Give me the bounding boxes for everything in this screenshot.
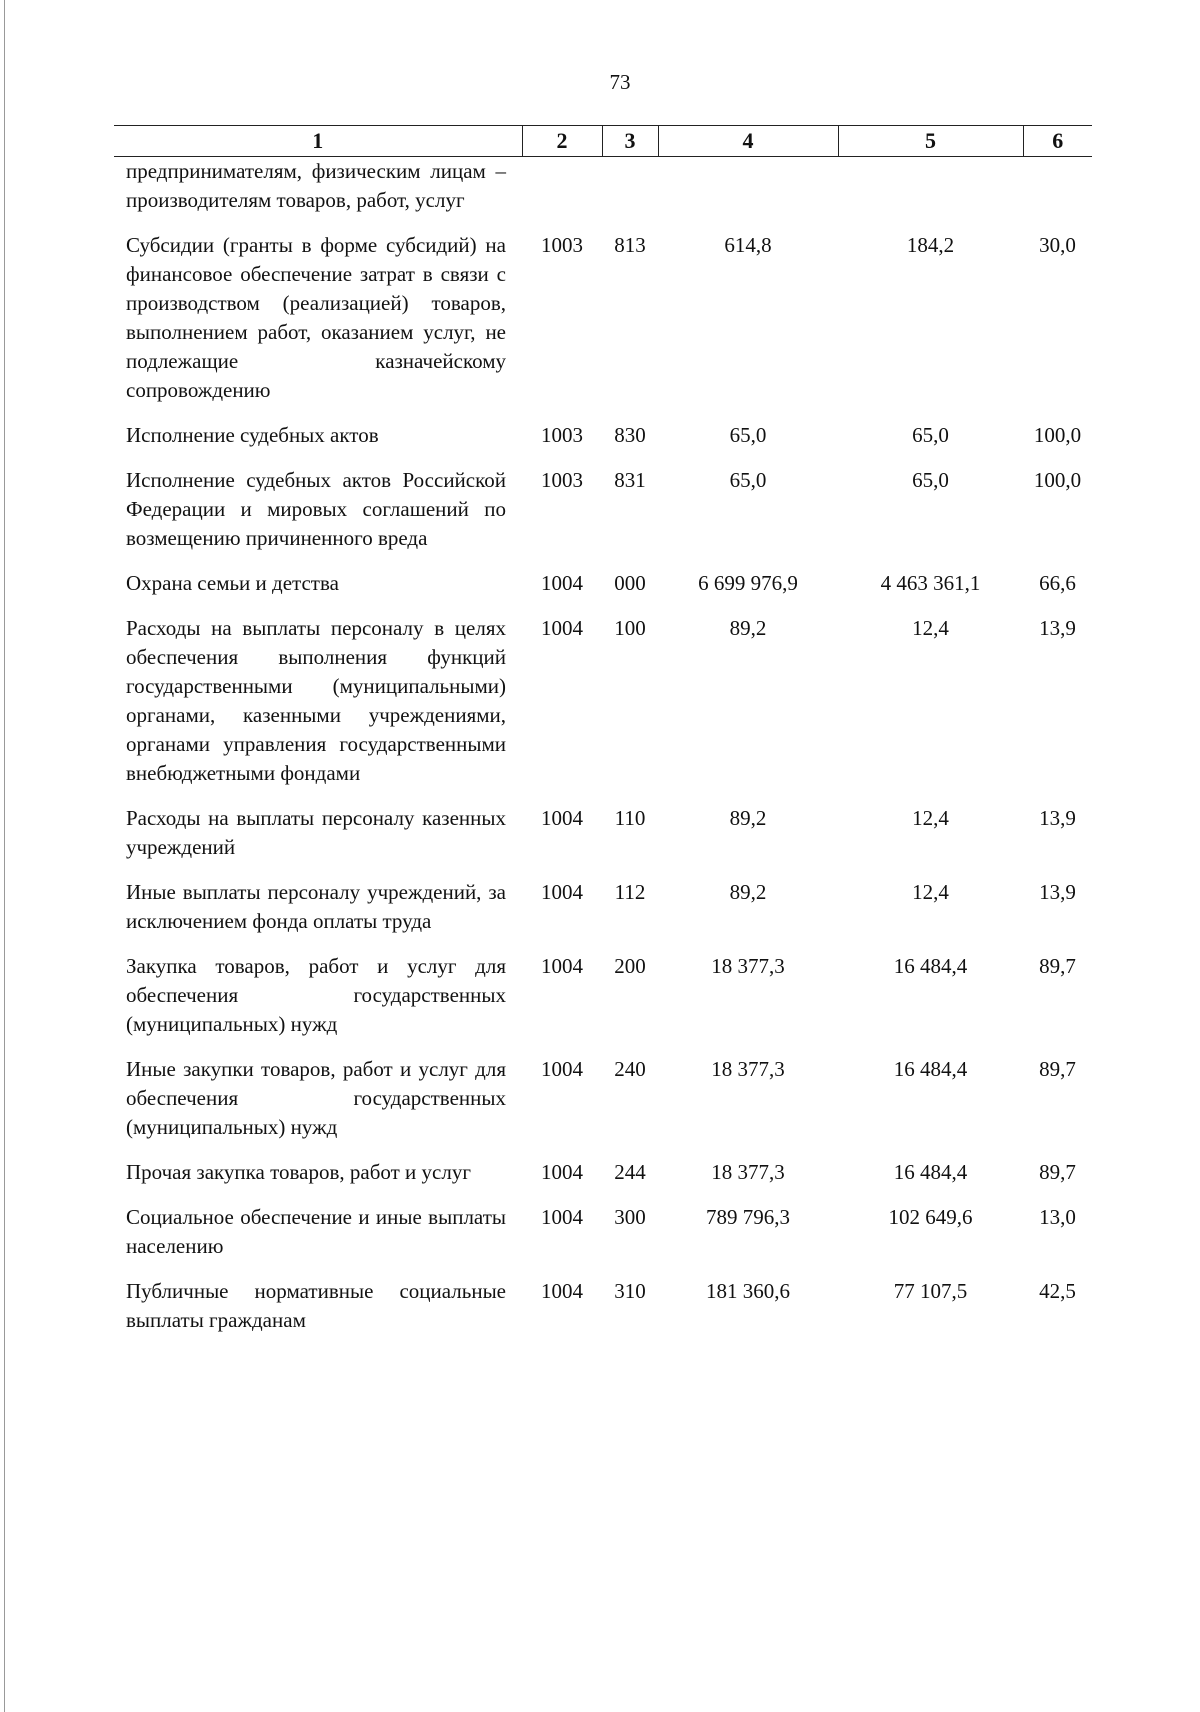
row-value-col-5: 16 484,4 bbox=[893, 1057, 968, 1081]
row-value-col-2: 1004 bbox=[541, 616, 583, 640]
row-spacer-cell bbox=[114, 936, 1092, 952]
row-spacer bbox=[114, 215, 1092, 231]
row-value-col-5: 12,4 bbox=[912, 880, 949, 904]
row-value-col-6: 66,6 bbox=[1039, 571, 1076, 595]
column-header-5: 5 bbox=[838, 126, 1023, 157]
row-value-col-6 bbox=[1023, 157, 1092, 216]
row-value-col-3: 244 bbox=[614, 1160, 646, 1184]
table-header-row bbox=[114, 126, 1092, 157]
row-value-col-6: 13,0 bbox=[1039, 1205, 1076, 1229]
column-header-3: 3 bbox=[602, 126, 658, 157]
row-spacer bbox=[114, 936, 1092, 952]
row-value-col-4: 614,8 bbox=[724, 233, 772, 257]
table-row bbox=[114, 569, 1092, 598]
row-value-col-5: 65,0 bbox=[912, 423, 949, 447]
row-value-col-3 bbox=[602, 157, 658, 216]
table-row bbox=[114, 878, 1092, 936]
table-row bbox=[114, 157, 1092, 216]
row-spacer bbox=[114, 405, 1092, 421]
row-value-col-4: 789 796,3 bbox=[706, 1205, 790, 1229]
row-value-col-2: 1004 bbox=[541, 1279, 583, 1303]
row-description: Иные закупки товаров, работ и услуг для обеспечения государственных (муниципальных) нужд bbox=[126, 1057, 506, 1139]
row-spacer-cell bbox=[114, 598, 1092, 614]
row-value-col-5: 77 107,5 bbox=[893, 1279, 968, 1303]
row-value-col-5: 65,0 bbox=[912, 468, 949, 492]
row-value-col-6: 30,0 bbox=[1039, 233, 1076, 257]
table-body bbox=[114, 157, 1092, 1336]
row-value-col-3: 310 bbox=[614, 1279, 646, 1303]
row-value-col-4: 18 377,3 bbox=[711, 1057, 785, 1081]
row-spacer-cell bbox=[114, 450, 1092, 466]
row-value-col-2: 1004 bbox=[541, 806, 583, 830]
row-description: Социальное обеспечение и иные выплаты населению bbox=[126, 1205, 506, 1258]
row-description: Охрана семьи и детства bbox=[126, 571, 339, 595]
table-row bbox=[114, 1203, 1092, 1261]
row-value-col-3: 813 bbox=[614, 233, 646, 257]
row-spacer bbox=[114, 450, 1092, 466]
row-value-col-2: 1004 bbox=[541, 880, 583, 904]
row-value-col-5: 184,2 bbox=[906, 233, 955, 257]
table-row bbox=[114, 804, 1092, 862]
row-value-col-3: 240 bbox=[614, 1057, 646, 1081]
row-spacer-cell bbox=[114, 862, 1092, 878]
row-spacer bbox=[114, 1142, 1092, 1158]
row-value-col-2: 1003 bbox=[541, 468, 583, 492]
row-value-col-2: 1004 bbox=[541, 1057, 583, 1081]
row-spacer bbox=[114, 788, 1092, 804]
table-row bbox=[114, 1055, 1092, 1142]
row-value-col-2: 1004 bbox=[541, 954, 583, 978]
row-value-col-3: 831 bbox=[614, 468, 646, 492]
row-value-col-6: 89,7 bbox=[1039, 954, 1076, 978]
table-row bbox=[114, 231, 1092, 405]
row-value-col-6: 13,9 bbox=[1039, 880, 1076, 904]
table-row bbox=[114, 1277, 1092, 1335]
row-value-col-3: 100 bbox=[614, 616, 646, 640]
row-value-col-2 bbox=[522, 157, 602, 216]
row-value-col-3: 830 bbox=[614, 423, 646, 447]
row-spacer-cell bbox=[114, 1039, 1092, 1055]
row-description: Публичные нормативные социальные выплаты гражданам bbox=[126, 1279, 506, 1332]
row-description: Иные выплаты персоналу учреждений, за исключением фонда оплаты труда bbox=[126, 880, 506, 933]
column-header-2: 2 bbox=[522, 126, 602, 157]
budget-table bbox=[114, 125, 1092, 1335]
row-value-col-4: 89,2 bbox=[729, 880, 767, 904]
row-value-col-6: 42,5 bbox=[1039, 1279, 1076, 1303]
row-description: Расходы на выплаты персоналу в целях обеспечения выполнения функций государственными (муниципальными) органами, казенными учреждениями, органами управления государственными внебюджетными фондами bbox=[126, 616, 506, 785]
row-value-col-3: 200 bbox=[614, 954, 646, 978]
row-spacer bbox=[114, 1039, 1092, 1055]
row-value-col-2: 1004 bbox=[541, 1160, 583, 1184]
row-description: Исполнение судебных актов Российской Федерации и мировых соглашений по возмещению причиненного вреда bbox=[126, 468, 506, 550]
table-row bbox=[114, 952, 1092, 1039]
row-value-col-4 bbox=[658, 157, 838, 216]
row-spacer-cell bbox=[114, 1261, 1092, 1277]
row-value-col-4: 181 360,6 bbox=[706, 1279, 790, 1303]
column-header-1: 1 bbox=[114, 126, 522, 157]
row-value-col-2: 1004 bbox=[541, 1205, 583, 1229]
row-value-col-4: 18 377,3 bbox=[711, 954, 785, 978]
page-number: 73 bbox=[609, 70, 631, 94]
row-value-col-4: 89,2 bbox=[729, 616, 767, 640]
row-value-col-5: 12,4 bbox=[912, 806, 949, 830]
row-value-col-5: 16 484,4 bbox=[893, 954, 968, 978]
row-value-col-5: 102 649,6 bbox=[888, 1205, 973, 1229]
row-value-col-6: 100,0 bbox=[1033, 423, 1082, 447]
scan-edge-line bbox=[4, 0, 5, 1712]
row-value-col-4: 65,0 bbox=[729, 423, 767, 447]
row-value-col-6: 89,7 bbox=[1039, 1057, 1076, 1081]
table-row bbox=[114, 466, 1092, 553]
row-value-col-3: 110 bbox=[614, 806, 646, 830]
row-value-col-2: 1004 bbox=[541, 571, 583, 595]
row-value-col-2: 1003 bbox=[541, 233, 583, 257]
row-description: Субсидии (гранты в форме субсидий) на финансовое обеспечение затрат в связи с производством (реализацией) товаров, выполнением работ, оказанием услуг, не подлежащие казначейскому сопровождению bbox=[126, 233, 506, 402]
row-description: предпринимателям, физическим лицам – производителям товаров, работ, услуг bbox=[126, 159, 506, 212]
row-spacer bbox=[114, 1261, 1092, 1277]
table-row bbox=[114, 421, 1092, 450]
row-value-col-6: 13,9 bbox=[1039, 806, 1076, 830]
row-value-col-5 bbox=[838, 157, 1023, 216]
row-description: Закупка товаров, работ и услуг для обеспечения государственных (муниципальных) нужд bbox=[126, 954, 506, 1036]
row-description: Расходы на выплаты персоналу казенных учреждений bbox=[126, 806, 506, 859]
row-value-col-4: 65,0 bbox=[729, 468, 767, 492]
row-spacer bbox=[114, 553, 1092, 569]
row-spacer bbox=[114, 598, 1092, 614]
row-spacer-cell bbox=[114, 1187, 1092, 1203]
row-spacer bbox=[114, 862, 1092, 878]
row-spacer-cell bbox=[114, 788, 1092, 804]
row-value-col-5: 12,4 bbox=[912, 616, 949, 640]
row-value-col-3: 300 bbox=[614, 1205, 646, 1229]
row-value-col-4: 6 699 976,9 bbox=[698, 571, 798, 595]
row-spacer-cell bbox=[114, 553, 1092, 569]
table-row bbox=[114, 1158, 1092, 1187]
row-spacer bbox=[114, 1187, 1092, 1203]
row-value-col-6: 13,9 bbox=[1039, 616, 1076, 640]
row-value-col-5: 16 484,4 bbox=[893, 1160, 968, 1184]
row-value-col-3: 112 bbox=[614, 880, 646, 904]
row-description: Прочая закупка товаров, работ и услуг bbox=[126, 1160, 471, 1184]
row-value-col-6: 89,7 bbox=[1039, 1160, 1076, 1184]
row-description: Исполнение судебных актов bbox=[126, 423, 379, 447]
row-value-col-3: 000 bbox=[614, 571, 646, 595]
row-value-col-4: 89,2 bbox=[729, 806, 767, 830]
column-header-6: 6 bbox=[1023, 126, 1092, 157]
table-row bbox=[114, 614, 1092, 788]
row-spacer-cell bbox=[114, 1142, 1092, 1158]
row-value-col-2: 1003 bbox=[541, 423, 583, 447]
row-value-col-4: 18 377,3 bbox=[711, 1160, 785, 1184]
row-value-col-5: 4 463 361,1 bbox=[880, 571, 981, 595]
row-spacer-cell bbox=[114, 405, 1092, 421]
row-value-col-6: 100,0 bbox=[1033, 468, 1082, 492]
row-spacer-cell bbox=[114, 215, 1092, 231]
column-header-4: 4 bbox=[658, 126, 838, 157]
